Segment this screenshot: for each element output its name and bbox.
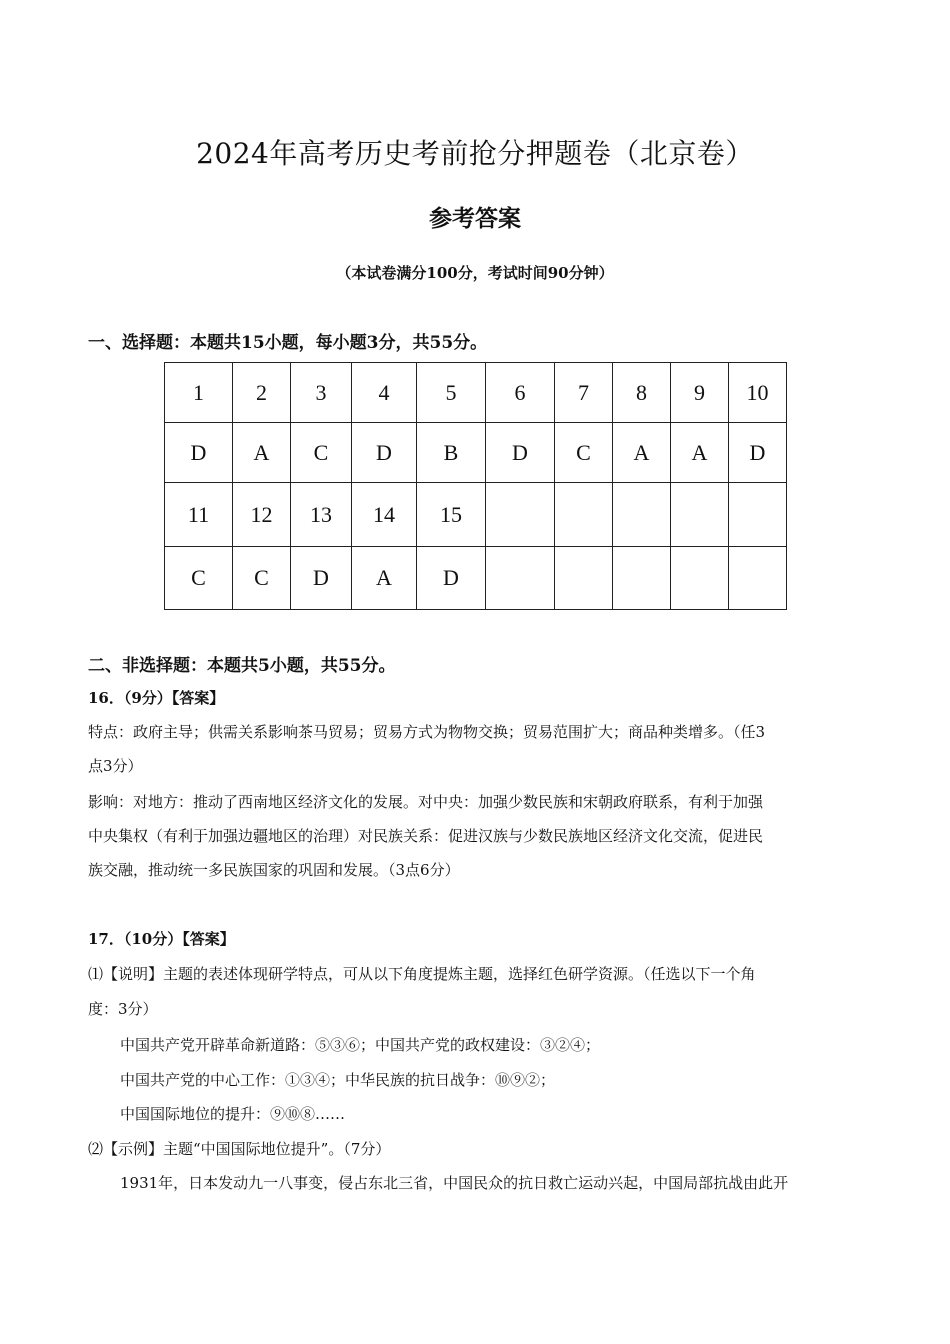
table-cell: 7 (555, 363, 613, 423)
table-cell (671, 483, 729, 547)
q17-indented-line: 中国共产党开辟革命新道路：⑤③⑥；中国共产党的政权建设：③②④； (120, 1036, 601, 1054)
q16-header: 16．（9分）【答案】 (88, 689, 225, 707)
table-row (165, 483, 787, 547)
document-subtitle: 参考答案 (429, 205, 521, 232)
q16-line: 特点：政府主导；供需关系影响茶马贸易；贸易方式为物物交换；贸易范围扩大；商品种类增多。（任3 (88, 723, 766, 741)
table-cell: D (417, 547, 486, 610)
q17-header: 17．（10分）【答案】 (88, 930, 235, 948)
q16-line: 点3分） (88, 757, 143, 775)
table-cell: 8 (613, 363, 671, 423)
q17-indented-line: 中国共产党的中心工作：①③④；中华民族的抗日战争：⑩⑨②； (120, 1071, 556, 1089)
table-cell: 5 (417, 363, 486, 423)
q16-line: 族交融，推动统一多民族国家的巩固和发展。（3点6分） (88, 861, 460, 879)
table-cell: 9 (671, 363, 729, 423)
table-cell: 1 (165, 363, 233, 423)
table-cell: 6 (486, 363, 555, 423)
table-cell: A (671, 423, 729, 483)
table-cell (729, 547, 787, 610)
answer-table (164, 362, 787, 610)
exam-note: （本试卷满分100分，考试时间90分钟） (336, 264, 614, 282)
table-cell: 10 (729, 363, 787, 423)
table-row (165, 547, 787, 610)
table-cell: 13 (291, 483, 352, 547)
table-cell: A (613, 423, 671, 483)
table-cell (671, 547, 729, 610)
table-cell: 12 (233, 483, 291, 547)
table-cell: C (165, 547, 233, 610)
table-cell (613, 483, 671, 547)
table-cell: A (233, 423, 291, 483)
q17-example: ⑵【示例】主题“中国国际地位提升”。（7分） (88, 1140, 391, 1158)
table-row (165, 363, 787, 423)
q17-indented-line: 中国国际地位的提升：⑨⑩⑧…… (120, 1105, 346, 1123)
table-cell: D (352, 423, 417, 483)
table-cell: D (486, 423, 555, 483)
table-cell (486, 547, 555, 610)
table-cell: 4 (352, 363, 417, 423)
table-cell (613, 547, 671, 610)
table-cell: D (291, 547, 352, 610)
q16-line: 中央集权（有利于加强边疆地区的治理）对民族关系：促进汉族与少数民族地区经济文化交流，促进民 (88, 827, 764, 845)
table-row (165, 423, 787, 483)
table-cell: C (555, 423, 613, 483)
q17-line: 度：3分） (88, 1000, 158, 1018)
table-cell: C (233, 547, 291, 610)
table-cell: 2 (233, 363, 291, 423)
document-title: 2024年高考历史考前抢分押题卷（北京卷） (196, 137, 754, 170)
table-cell: D (165, 423, 233, 483)
table-cell: D (729, 423, 787, 483)
table-cell: 15 (417, 483, 486, 547)
section1-heading: 一、选择题：本题共15小题，每小题3分，共55分。 (88, 333, 488, 353)
table-cell: B (417, 423, 486, 483)
q16-line: 影响：对地方：推动了西南地区经济文化的发展。对中央：加强少数民族和宋朝政府联系，有利于加强 (88, 793, 764, 811)
table-cell: 3 (291, 363, 352, 423)
table-cell (486, 483, 555, 547)
table-cell: 11 (165, 483, 233, 547)
table-cell: C (291, 423, 352, 483)
table-cell (555, 483, 613, 547)
table-cell (729, 483, 787, 547)
section2-heading: 二、非选择题：本题共5小题，共55分。 (88, 656, 396, 676)
table-cell: 14 (352, 483, 417, 547)
q17-paragraph: 1931年，日本发动九一八事变，侵占东北三省，中国民众的抗日救亡运动兴起，中国局部抗战由此开 (120, 1174, 789, 1192)
table-cell (555, 547, 613, 610)
q17-line: ⑴【说明】主题的表述体现研学特点，可从以下角度提炼主题，选择红色研学资源。（任选以下一个角 (88, 965, 756, 983)
table-cell: A (352, 547, 417, 610)
